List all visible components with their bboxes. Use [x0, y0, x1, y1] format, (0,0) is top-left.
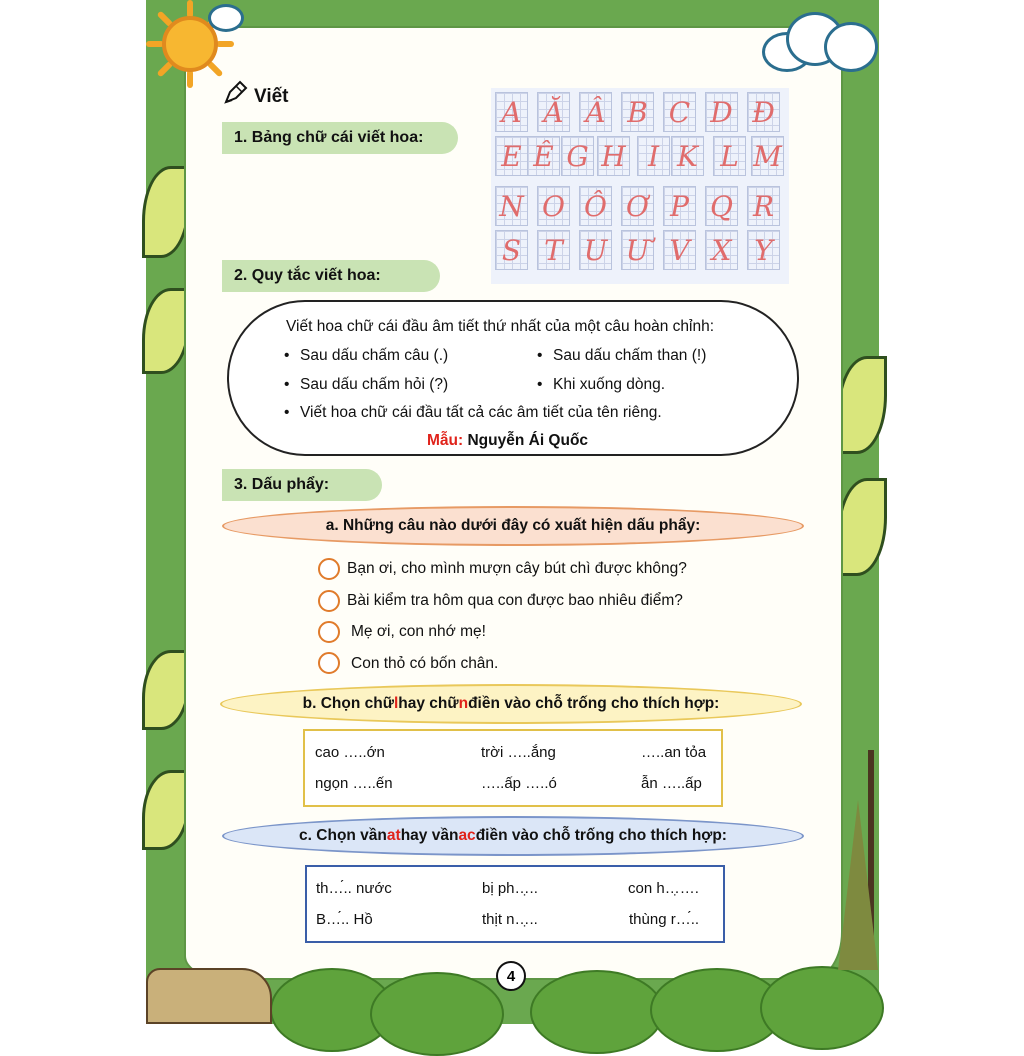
rhyme-ac: ac	[458, 827, 476, 844]
rhyme-at: at	[386, 827, 401, 844]
alphabet-letter: Ư	[621, 230, 654, 270]
fill-blank-cell[interactable]: …..an tỏa	[641, 744, 707, 761]
alphabet-letter: R	[747, 186, 780, 226]
option-radio[interactable]	[318, 652, 340, 674]
alphabet-letter: Ô	[579, 186, 612, 226]
alphabet-letter: Â	[579, 92, 612, 132]
alphabet-letter: P	[663, 186, 696, 226]
option-text: Bạn ơi, cho mình mượn cây bút chì được không?	[347, 560, 687, 577]
rule-item: • Khi xuống dòng.	[553, 376, 665, 394]
fill-blank-cell[interactable]: trời …..ắng	[481, 744, 556, 761]
fill-blank-cell[interactable]: ngọn …..ến	[315, 775, 393, 792]
alphabet-letter: G	[561, 136, 594, 176]
fill-blank-cell[interactable]: ẫn …..ấp	[641, 775, 702, 792]
option-text: Bài kiểm tra hôm qua con được bao nhiêu điểm?	[347, 592, 683, 609]
alphabet-letter: U	[579, 230, 612, 270]
option-radio[interactable]	[318, 590, 340, 612]
rule-item: • Sau dấu chấm than (!)	[553, 347, 706, 365]
alphabet-letter: Ơ	[621, 186, 654, 226]
sample-line	[427, 432, 588, 450]
letter-l: l	[393, 695, 399, 712]
letter-n: n	[458, 695, 469, 712]
alphabet-letter: B	[621, 92, 654, 132]
bush-decoration	[370, 972, 504, 1056]
bush-decoration	[760, 966, 884, 1050]
rule-item: • Sau dấu chấm câu (.)	[300, 347, 448, 365]
fill-blank-cell[interactable]: B…́.. Hồ	[316, 911, 373, 928]
fill-blank-cell[interactable]: thịt n…̣..	[482, 911, 538, 928]
alphabet-letter: H	[597, 136, 630, 176]
alphabet-letter: T	[537, 230, 570, 270]
fill-blank-cell[interactable]: th…́.. nước	[316, 880, 392, 897]
option-radio[interactable]	[318, 558, 340, 580]
alphabet-letter: D	[705, 92, 738, 132]
alphabet-letter: X	[705, 230, 738, 270]
alphabet-letter: Ă	[537, 92, 570, 132]
alphabet-letter: Q	[705, 186, 738, 226]
pen-icon	[222, 80, 248, 106]
sample-label: Mẫu:	[427, 432, 464, 449]
rule-item: • Viết hoa chữ cái đầu tất cả các âm tiết của tên riêng.	[300, 404, 662, 422]
fill-blank-cell[interactable]: …..ấp …..ó	[481, 775, 557, 792]
option-text: Mẹ ơi, con nhớ mẹ!	[351, 623, 486, 640]
alphabet-letter: E	[495, 136, 528, 176]
part-c-title: c. Chọn vần at hay vần ac điền vào chỗ trống cho thích hợp:	[222, 816, 804, 856]
alphabet-letter: V	[663, 230, 696, 270]
rules-intro: Viết hoa chữ cái đầu âm tiết thứ nhất của một câu hoàn chỉnh:	[286, 318, 715, 335]
option-radio[interactable]	[318, 621, 340, 643]
bush-decoration	[530, 970, 664, 1054]
cloud-icon	[208, 4, 244, 32]
tree-decoration	[838, 800, 878, 970]
fill-blank-cell[interactable]: thùng r…́..	[629, 911, 700, 928]
alphabet-heading: 1. Bảng chữ cái viết hoa:	[222, 122, 458, 154]
alphabet-letter: I	[637, 136, 670, 176]
part-c-box	[305, 865, 725, 943]
alphabet-letter: M	[751, 136, 784, 176]
rules-heading: 2. Quy tắc viết hoa:	[222, 260, 440, 292]
uppercase-alphabet-chart	[491, 88, 789, 284]
alphabet-letter: S	[495, 230, 528, 270]
alphabet-letter: K	[671, 136, 704, 176]
fill-blank-cell[interactable]: con h…̣….	[628, 880, 699, 897]
alphabet-letter: N	[495, 186, 528, 226]
sample-value: Nguyễn Ái Quốc	[467, 432, 589, 449]
comma-heading: 3. Dấu phẩy:	[222, 469, 382, 501]
alphabet-letter: C	[663, 92, 696, 132]
fill-blank-cell[interactable]: cao …..ớn	[315, 744, 385, 761]
part-b-box	[303, 729, 723, 807]
section-title: Viết	[254, 86, 289, 107]
alphabet-letter: Ê	[527, 136, 560, 176]
alphabet-letter: O	[537, 186, 570, 226]
alphabet-letter: Y	[747, 230, 780, 270]
part-b-title: b. Chọn chữ l hay chữ n điền vào chỗ trống cho thích hợp:	[220, 684, 802, 724]
alphabet-letter: L	[713, 136, 746, 176]
fill-blank-cell[interactable]: bị ph…̣..	[482, 880, 538, 897]
option-text: Con thỏ có bốn chân.	[351, 655, 499, 672]
alphabet-letter: Đ	[747, 92, 780, 132]
alphabet-letter: A	[495, 92, 528, 132]
rule-item: • Sau dấu chấm hỏi (?)	[300, 376, 448, 394]
log-decoration	[146, 968, 272, 1024]
page-number: 4	[496, 961, 526, 991]
cloud-icon	[762, 8, 878, 70]
part-a-title: a. Những câu nào dưới đây có xuất hiện dấu phẩy:	[222, 506, 804, 546]
